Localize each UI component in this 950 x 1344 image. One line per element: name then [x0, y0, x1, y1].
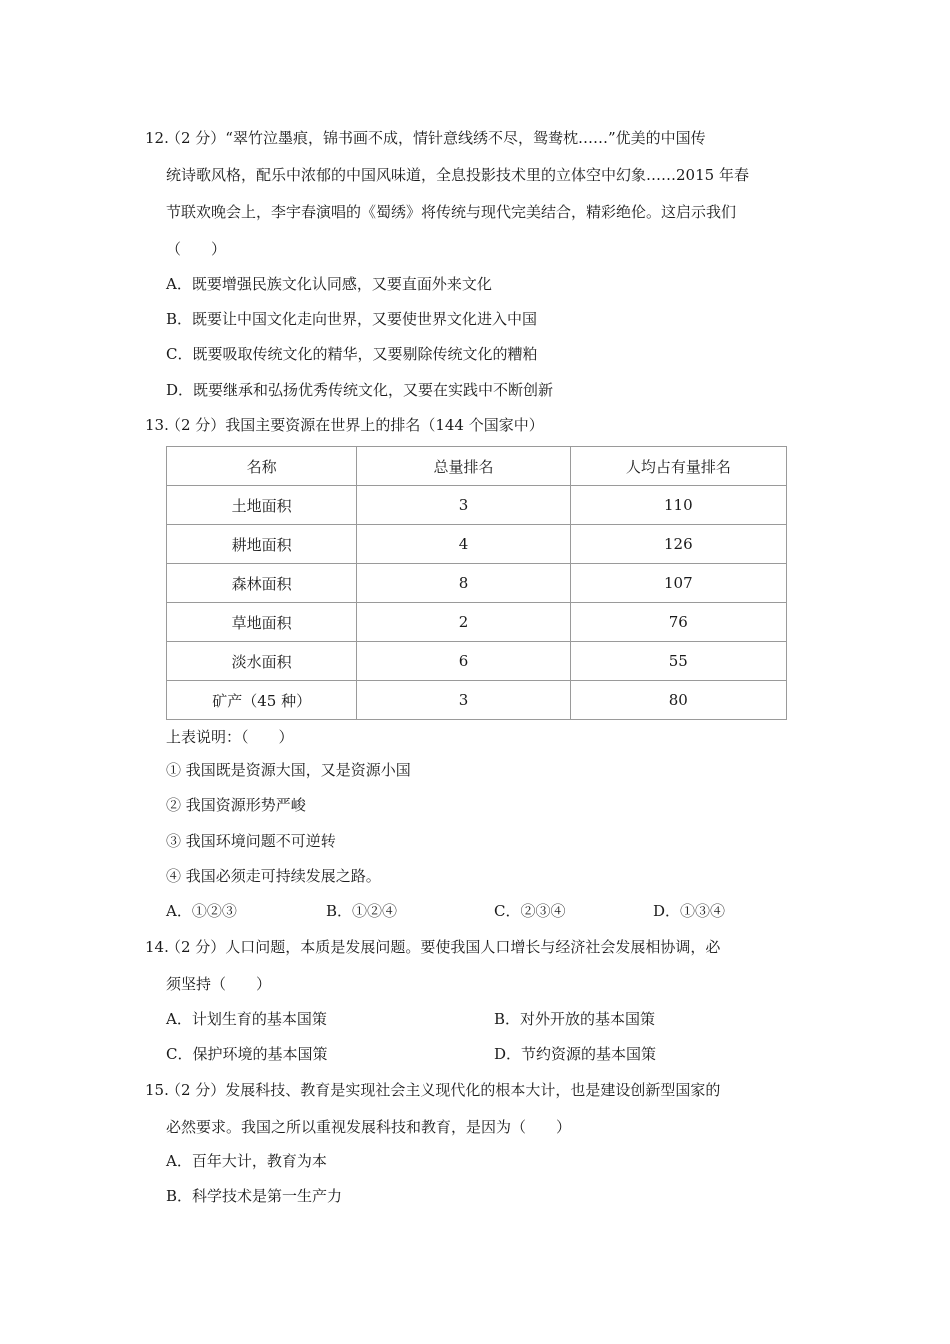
table-row — [167, 603, 787, 642]
table-row — [167, 564, 787, 603]
q13-prompt: 上表说明：（ ） — [166, 728, 294, 746]
table-cell: 3 — [357, 681, 570, 720]
table-cell: 耕地面积 — [167, 525, 357, 564]
q14-option-d[interactable]: D．节约资源的基本国策 — [494, 1045, 657, 1063]
q15-stem-line-2: 必然要求。我国之所以重视发展科技和教育，是因为（ ） — [166, 1118, 572, 1136]
table-cell: 110 — [570, 486, 786, 525]
q13-statement-4: ④ 我国必须走可持续发展之路。 — [166, 867, 381, 885]
q12-stem-line-1: （2 分）“翠竹泣墨痕，锦书画不成，情针意线绣不尽，鸳鸯枕……”优美的中国传 — [166, 129, 706, 147]
table-header-cell: 总量排名 — [357, 447, 570, 486]
table-cell: 76 — [570, 603, 786, 642]
q15-option-a[interactable]: A．百年大计，教育为本 — [166, 1152, 327, 1170]
table-row — [167, 486, 787, 525]
table-cell: 80 — [570, 681, 786, 720]
q13-options — [166, 901, 806, 921]
table-row — [167, 642, 787, 681]
q14-number: 14. — [145, 938, 169, 956]
q13-stem: （2 分）我国主要资源在世界上的排名（144 个国家中） — [166, 416, 544, 434]
q13-option-d[interactable]: D．①③④ — [653, 902, 726, 920]
q13-statement-2: ② 我国资源形势严峻 — [166, 796, 306, 814]
table-cell: 4 — [357, 525, 570, 564]
resource-ranking-table — [166, 446, 787, 720]
table-cell: 6 — [357, 642, 570, 681]
q15-option-b[interactable]: B．科学技术是第一生产力 — [166, 1187, 343, 1205]
q15-number: 15. — [145, 1081, 169, 1099]
table-header-cell: 名称 — [167, 447, 357, 486]
q13-statement-3: ③ 我国环境问题不可逆转 — [166, 832, 336, 850]
table-cell: 土地面积 — [167, 486, 357, 525]
q13-option-a[interactable]: A．①②③ — [166, 902, 237, 920]
table-header-row — [167, 447, 787, 486]
q13-number: 13. — [145, 416, 169, 434]
q12-option-b[interactable]: B．既要让中国文化走向世界，又要使世界文化进入中国 — [166, 310, 538, 328]
table-cell: 矿产（45 种） — [167, 681, 357, 720]
table-cell: 8 — [357, 564, 570, 603]
table-row — [167, 525, 787, 564]
q13-option-b[interactable]: B．①②④ — [326, 902, 398, 920]
q12-stem-line-3: 节联欢晚会上，李宇春演唱的《蜀绣》将传统与现代完美结合，精彩绝伦。这启示我们 — [166, 203, 737, 221]
table-cell: 草地面积 — [167, 603, 357, 642]
q13-option-c[interactable]: C．②③④ — [494, 902, 566, 920]
q14-option-a[interactable]: A．计划生育的基本国策 — [166, 1010, 327, 1028]
q12-option-a[interactable]: A．既要增强民族文化认同感，又要直面外来文化 — [166, 275, 492, 293]
q14-stem-line-1: （2 分）人口问题，本质是发展问题。要使我国人口增长与经济社会发展相协调，必 — [166, 938, 721, 956]
q12-answer-blank: （ ） — [166, 240, 227, 258]
table-cell: 淡水面积 — [167, 642, 357, 681]
table-cell: 107 — [570, 564, 786, 603]
q12-option-d[interactable]: D．既要继承和弘扬优秀传统文化，又要在实践中不断创新 — [166, 381, 554, 399]
q14-stem-line-2: 须坚持（ ） — [166, 975, 272, 993]
table-cell: 126 — [570, 525, 786, 564]
q14-option-b[interactable]: B．对外开放的基本国策 — [494, 1010, 656, 1028]
q12-option-c[interactable]: C．既要吸取传统文化的精华，又要剔除传统文化的糟粕 — [166, 345, 538, 363]
table-cell: 森林面积 — [167, 564, 357, 603]
table-header-cell: 人均占有量排名 — [570, 447, 786, 486]
table-cell: 3 — [357, 486, 570, 525]
q15-stem-line-1: （2 分）发展科技、教育是实现社会主义现代化的根本大计，也是建设创新型国家的 — [166, 1081, 721, 1099]
table-cell: 55 — [570, 642, 786, 681]
q12-stem-line-2: 统诗歌风格，配乐中浓郁的中国风味道，全息投影技术里的立体空中幻象……2015 年春 — [166, 166, 749, 184]
q14-option-c[interactable]: C．保护环境的基本国策 — [166, 1045, 328, 1063]
table-row — [167, 681, 787, 720]
q12-number: 12. — [145, 129, 169, 147]
q13-statement-1: ① 我国既是资源大国，又是资源小国 — [166, 761, 411, 779]
table-cell: 2 — [357, 603, 570, 642]
